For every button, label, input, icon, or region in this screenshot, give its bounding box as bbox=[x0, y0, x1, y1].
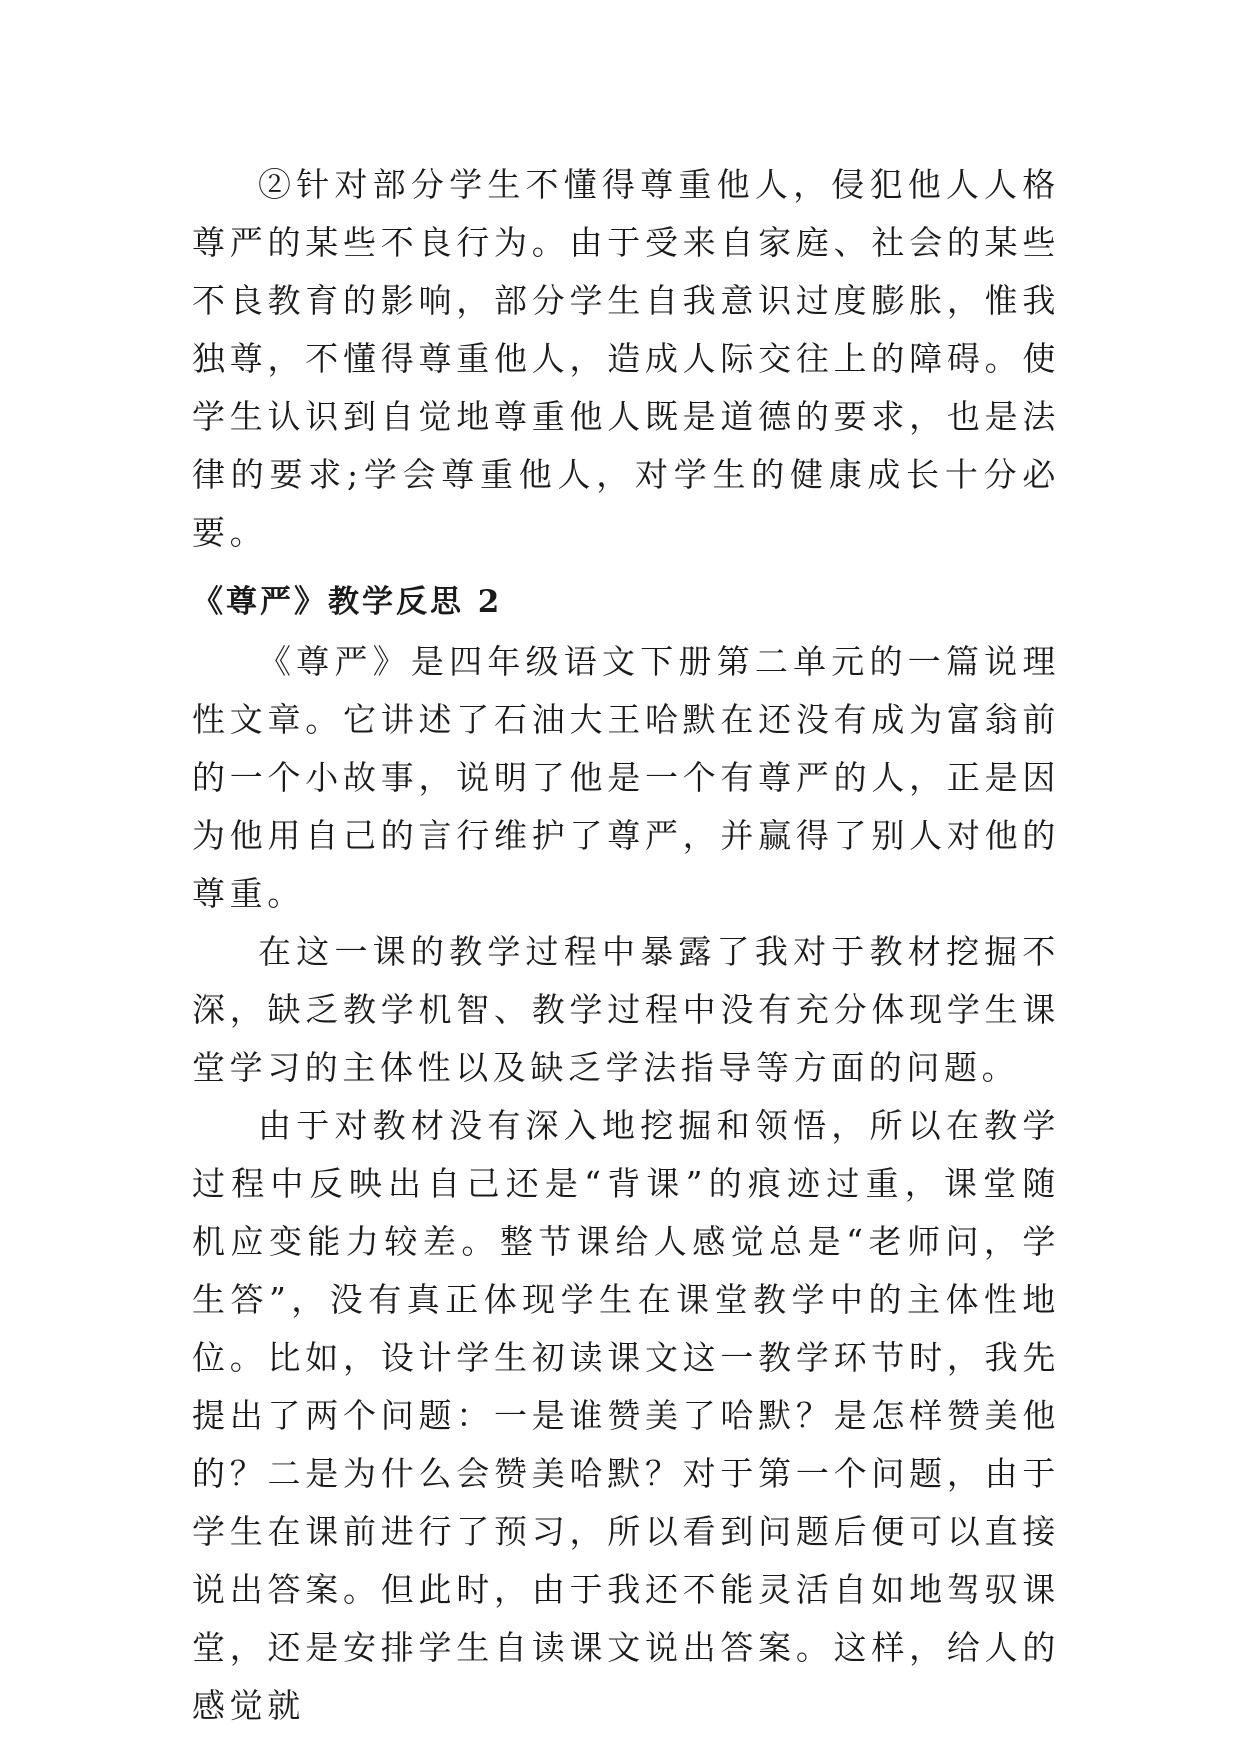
paragraph-problems: 在这一课的教学过程中暴露了我对于教材挖掘不深，缺乏教学机智、教学过程中没有充分体现学生课堂学习的主体性以及缺乏学法指导等方面的问题。 bbox=[192, 932, 1060, 1087]
paragraph-respect-others: ②针对部分学生不懂得尊重他人，侵犯他人人格尊严的某些不良行为。由于受来自家庭、社会的某些不良教育的影响，部分学生自我意识过度膨胀，惟我独尊，不懂得尊重他人，造成人际交往上的障碍。使学生认识到自觉地尊重他人既是道德的要求，也是法律的要求;学会尊重他人，对学生的健康成长十分必要。 bbox=[192, 165, 1060, 552]
reflection-section bbox=[192, 574, 1060, 1735]
paragraph-analysis: 由于对教材没有深入地挖掘和领悟，所以在教学过程中反映出自己还是“背课”的痕迹过重，课堂随机应变能力较差。整节课给人感觉总是“老师问，学生答”，没有真正体现学生在课堂教学中的主体性地位。比如，设计学生初读课文这一教学环节时，我先提出了两个问题：一是谁赞美了哈默？是怎样赞美他的？二是为什么会赞美哈默？对于第一个问题，由于学生在课前进行了预习，所以看到问题后便可以直接说出答案。但此时，由于我还不能灵活自如地驾驭课堂，还是安排学生自读课文说出答案。这样，给人的感觉就 bbox=[192, 1106, 1060, 1725]
section-title: 《尊严》教学反思 2 bbox=[192, 584, 503, 620]
paragraph-lesson-summary: 《尊严》是四年级语文下册第二单元的一篇说理性文章。它讲述了石油大王哈默在还没有成为富翁前的一个小故事，说明了他是一个有尊严的人，正是因为他用自己的言行维护了尊严，并赢得了别人对他的尊重。 bbox=[192, 642, 1060, 913]
intro-text-block bbox=[192, 156, 1060, 562]
